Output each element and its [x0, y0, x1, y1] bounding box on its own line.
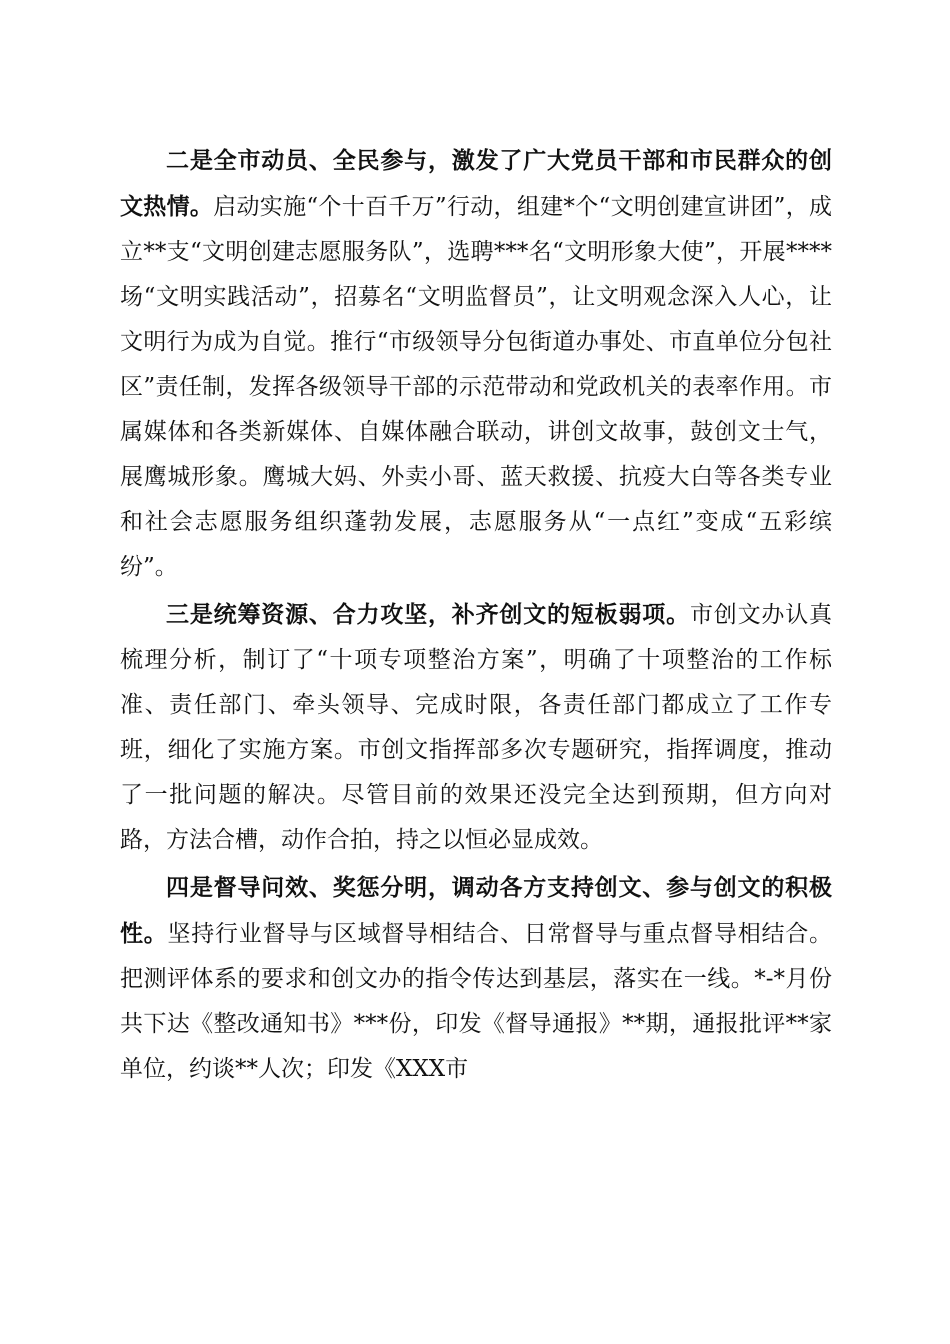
paragraph-text: 启动实施“个十百千万”行动，组建*个“文明创建宣讲团”，成立**支“文明创建志愿服务队”，选聘***名“文明形象大使”，开展****场“文明实践活动”，招募名“文明监督员”，让文明观念深入人心，让文明行为成为自觉。推行“市级领导分包街道办事处、市直单位分包社区”责任制，发挥各级领导干部的示范带动和党政机关的表率作用。市属媒体和各类新媒体、自媒体融合联动，讲创文故事，鼓创文士气，展鹰城形象。鹰城大妈、外卖小哥、蓝天救援、抗疫大白等各类专业和社会志愿服务组织蓬勃发展，志愿服务从“一点红”变成“五彩缤纷”。: [120, 194, 832, 580]
document-body: [120, 138, 832, 1092]
paragraph-lead: 二是全市动员、全民参与，激发了广大党员干部和市民群众的创文热情。: [120, 147, 832, 220]
paragraph-2: [120, 138, 832, 590]
paragraph-text: 坚持行业督导与区域督导相结合、日常督导与重点督导相结合。把测评体系的要求和创文办的指令传达到基层，落实在一线。*-*月份共下达《整改通知书》***份，印发《督导通报》**期，通报批评**家单位，约谈**人次；印发《XXX市: [120, 921, 833, 1082]
paragraph-lead: 四是督导问效、奖惩分明，调动各方支持创文、参与创文的积极性。: [120, 874, 832, 947]
paragraph-3: [120, 592, 832, 863]
paragraph-text: 市创文办认真梳理分析，制订了“十项专项整治方案”，明确了十项整治的工作标准、责任部门、牵头领导、完成时限，各责任部门都成立了工作专班，细化了实施方案。市创文指挥部多次专题研究，指挥调度，推动了一批问题的解决。尽管目前的效果还没完全达到预期，但方向对路，方法合槽，动作合拍，持之以恒必显成效。: [120, 602, 833, 853]
paragraph-4: [120, 865, 832, 1092]
paragraph-lead: 三是统筹资源、合力攻坚，补齐创文的短板弱项。: [166, 601, 690, 628]
